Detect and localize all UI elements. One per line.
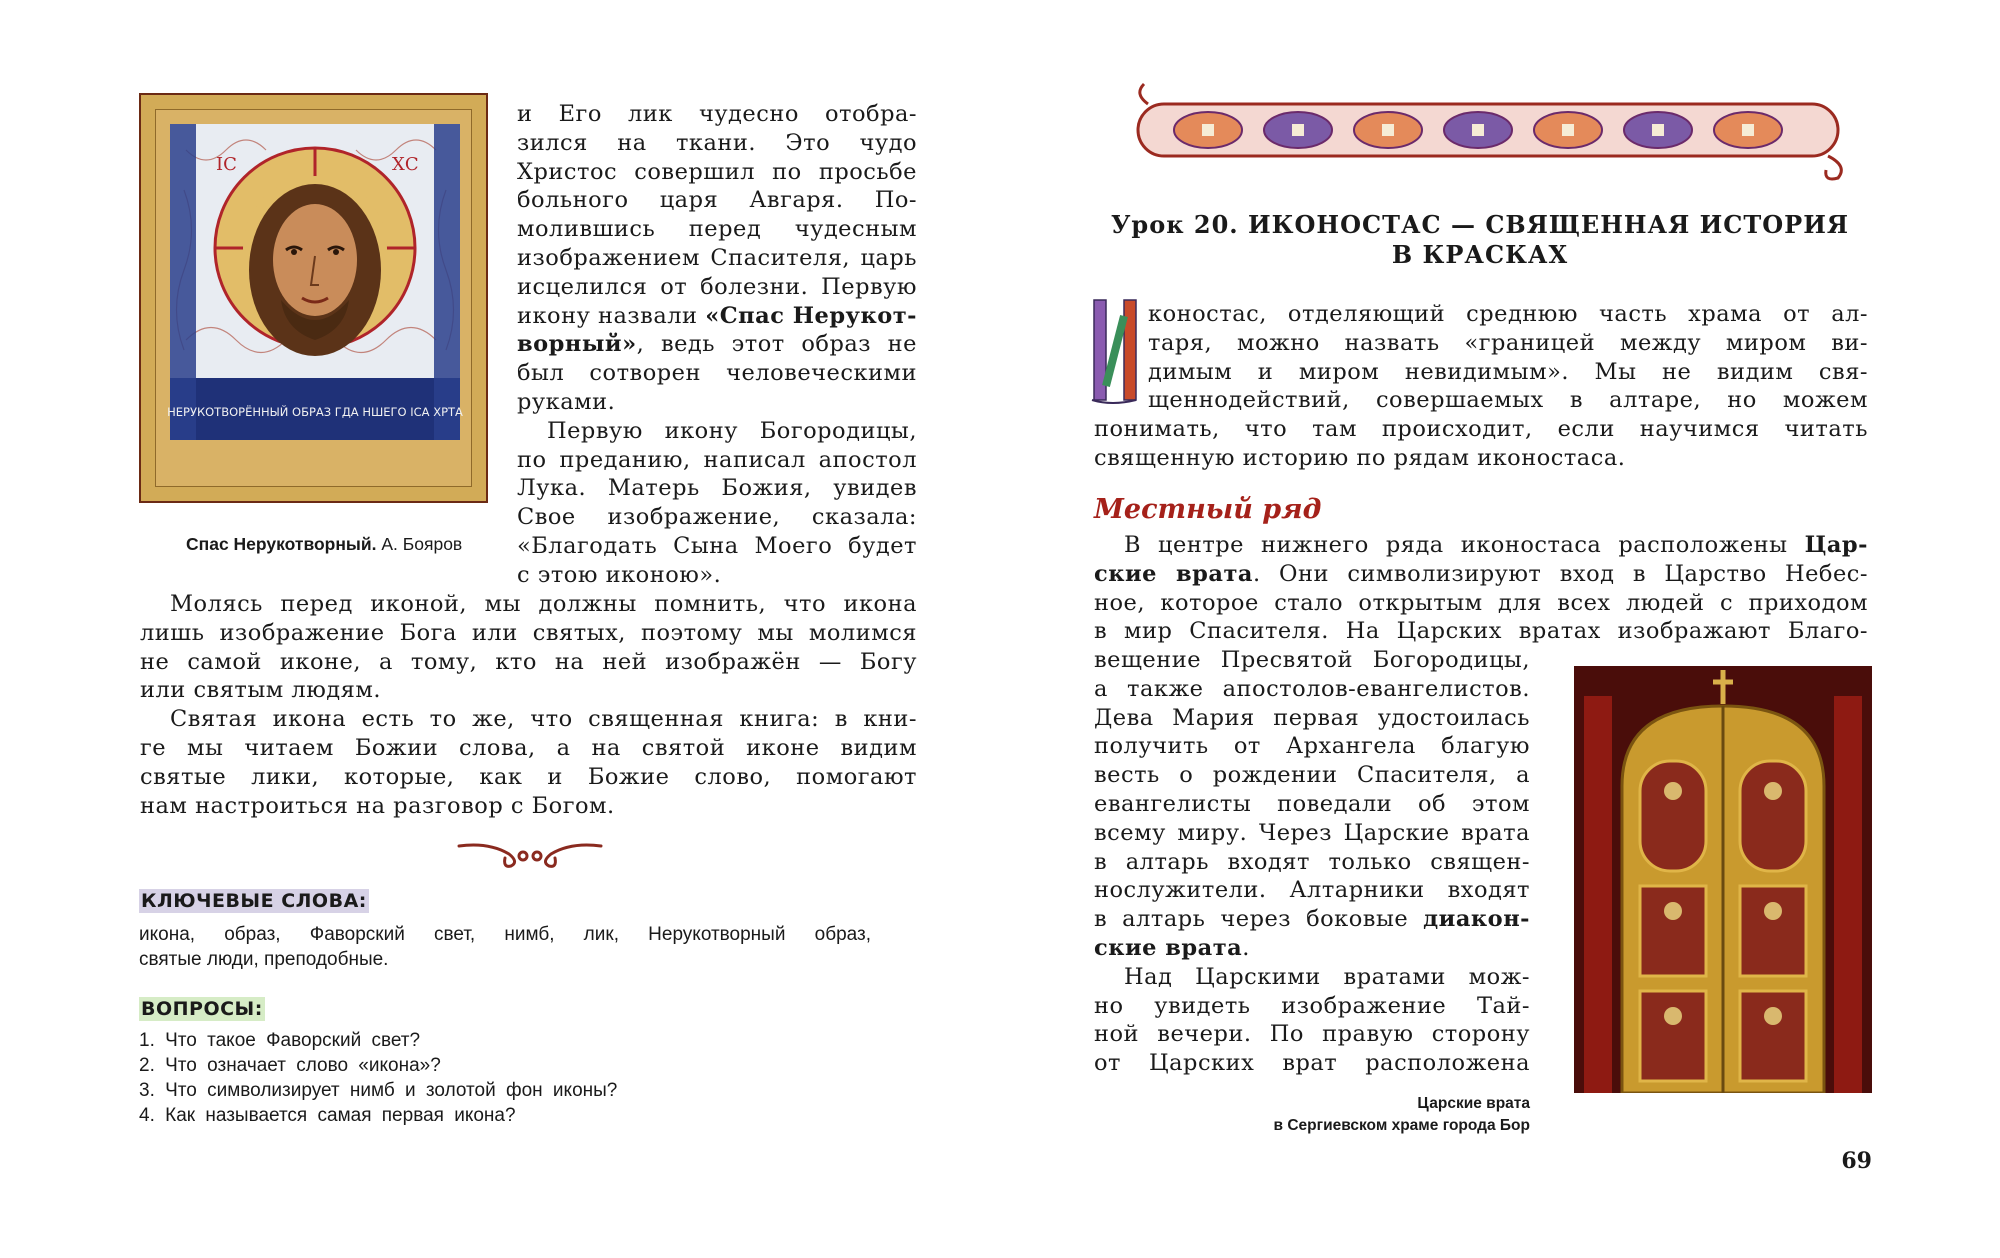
text-line: [517, 330, 917, 359]
paragraph-narrow: [1094, 646, 1530, 1078]
flourish-ornament-icon: [455, 838, 605, 870]
text-line: зился на ткани. Это чудо: [517, 129, 917, 156]
text-line: коностас, отделяющий среднюю часть храма от ал-: [1148, 301, 1868, 327]
bold-term: диакон-: [1423, 906, 1530, 933]
decorative-border-ornament-icon: [1128, 82, 1863, 182]
question-item: 3. Что символизирует нимб и золотой фон иконы?: [139, 1080, 618, 1101]
text-line: от Царских врат расположена: [1094, 1050, 1530, 1077]
text-span: В центре нижнего ряда иконостаса расположены: [1124, 532, 1788, 558]
text-line: Дева Мария первая удостоилась: [1094, 704, 1530, 731]
question-item: 2. Что означает слово «икона»?: [139, 1055, 441, 1076]
left-column-text: [517, 100, 917, 590]
text-line: весть о рождении Спасителя, а: [1094, 762, 1530, 789]
page-number: 69: [1841, 1148, 1872, 1174]
text-span: в алтарь через боковые: [1094, 906, 1409, 933]
icon-caption-title: Спас Нерукотворный.: [186, 534, 377, 554]
bold-term: «Спас Нерукот-: [705, 302, 917, 329]
text-line: [1094, 531, 1868, 560]
text-line: ной вечери. По правую сторону: [1094, 1021, 1530, 1048]
royal-doors-artwork: [1574, 666, 1872, 1093]
text-line: [1094, 905, 1530, 934]
icon-caption-author: А. Бояров: [381, 534, 463, 554]
icon-caption: [186, 534, 462, 555]
royal-doors-photo: [1574, 666, 1872, 1093]
text-line: щеннодействий, совершаемых в алтаре, но можем: [1148, 387, 1868, 414]
photo-caption-line-2: в Сергиевском храме города Бор: [1273, 1117, 1530, 1134]
questions-label: ВОПРОСЫ:: [141, 998, 263, 1020]
intro-text-indented: [1148, 300, 1868, 415]
text-line: был сотворен человеческими: [517, 360, 917, 387]
photo-caption-line-1: Царские врата: [1417, 1095, 1530, 1112]
keywords-label: КЛЮЧЕВЫЕ СЛОВА:: [141, 890, 367, 912]
question-item: 4. Как называется самая первая икона?: [139, 1105, 516, 1126]
text-line: димым и миром невидимым». Мы не видим свя-: [1148, 358, 1868, 385]
text-line: всему миру. Через Царские врата: [1094, 819, 1530, 846]
text-line: руками.: [517, 388, 616, 415]
text-line: [1094, 560, 1868, 589]
text-line: лишь изображение Бога или святых, поэтому мы молимся: [140, 619, 917, 646]
text-span: . Они символизируют вход в Царство Небес-: [1252, 560, 1868, 587]
text-line: Лука. Матерь Божия, увидев: [517, 475, 917, 502]
text-line: евангелисты поведали об этом: [1094, 790, 1530, 817]
drop-cap: [1090, 296, 1140, 406]
text-line: или святым людям.: [140, 677, 381, 704]
text-line: ге мы читаем Божии слова, а на святой иконе видим: [140, 734, 917, 761]
bold-term: ские врата: [1094, 560, 1253, 587]
bold-term: ские врата: [1094, 934, 1243, 961]
keywords-list: [139, 922, 871, 972]
text-line: святые лики, которые, как и Божие слово, помогают: [140, 763, 917, 790]
text-line: не самой иконе, а тому, кто на ней изображён — Богу: [140, 648, 917, 675]
text-line: вещение Пресвятой Богородицы,: [1094, 647, 1530, 673]
icon-spas-nerukotvorny-image: [139, 93, 488, 503]
question-item: 1. Что такое Фаворский свет?: [139, 1030, 421, 1051]
text-line: исцелился от болезни. Первую: [517, 273, 917, 300]
text-line: ное, которое стало открытым для всех людей с приходом: [1094, 589, 1868, 616]
drop-cap-ornament-icon: [1090, 296, 1140, 406]
text-line: а также апостолов-евангелистов.: [1094, 675, 1530, 702]
icon-monogram-left: ІС: [216, 154, 237, 175]
bold-term: Цар-: [1804, 532, 1868, 558]
photo-caption: [1190, 1093, 1530, 1137]
text-line: нам настроиться на разговор с Богом.: [140, 792, 615, 819]
text-line: нослужители. Алтарники входят: [1094, 877, 1530, 904]
text-line: [1094, 934, 1530, 963]
section-title: Местный ряд: [1094, 494, 1322, 525]
text-line: таря, можно назвать «границей между миром ви-: [1148, 329, 1868, 356]
text-line: Свое изображение, сказала:: [517, 504, 917, 531]
text-line: [517, 302, 917, 331]
text-line: с этою иконою».: [517, 561, 722, 588]
text-line: в мир Спасителя. На Царских вратах изображают Благо-: [1094, 618, 1868, 645]
keywords-heading: [139, 890, 369, 912]
questions-list: [139, 1028, 617, 1128]
icon-artwork: [156, 110, 473, 488]
text-span: икону назвали: [517, 302, 698, 329]
icon-monogram-right: ХС: [392, 154, 419, 175]
text-line: Первую икону Богородицы,: [547, 417, 917, 444]
paragraph-main: [1094, 531, 1868, 646]
text-line: в алтарь входят только священ-: [1094, 848, 1530, 875]
text-line: Молясь перед иконой, мы должны помнить, что икона: [170, 591, 917, 617]
keywords-line: икона, образ, Фаворский свет, нимб, лик, Нерукотворный образ,: [139, 924, 871, 945]
text-line: понимать, что там происходит, если научимся читать: [1094, 416, 1868, 442]
text-line: больного царя Авгаря. По-: [517, 187, 917, 214]
text-span: .: [1242, 934, 1250, 961]
lesson-title-line-2: В КРАСКАХ: [1391, 240, 1569, 269]
intro-text-full: [1094, 415, 1868, 473]
text-line: по преданию, написал апостол: [517, 446, 917, 473]
text-line: Над Царскими вратами мож-: [1124, 963, 1530, 990]
text-line: но увидеть изображение Тай-: [1094, 992, 1530, 1019]
bold-term: ворный»: [517, 331, 637, 358]
text-line: «Благодать Сына Моего будет: [517, 532, 917, 559]
text-line: священную историю по рядам иконостаса.: [1094, 444, 1626, 471]
lesson-title: [1090, 210, 1870, 270]
text-line: и Его лик чудесно отобра-: [517, 101, 917, 127]
keywords-line: святые люди, преподобные.: [139, 949, 389, 970]
text-line: молившись перед чудесным: [517, 216, 917, 243]
text-line: Христос совершил по просьбе: [517, 158, 917, 185]
questions-heading: [139, 998, 265, 1020]
text-span: , ведь этот образ не: [636, 331, 917, 358]
lesson-title-line-1: Урок 20. ИКОНОСТАС — СВЯЩЕННАЯ ИСТОРИЯ: [1110, 210, 1850, 239]
icon-inscription: НЕРУКОТВОРЁННЫЙ ОБРАЗ ГДА НШЕГО ІСА ХРТА: [167, 405, 463, 419]
text-line: Святая икона есть то же, что священная книга: в кни-: [170, 706, 917, 733]
text-line: изображением Спасителя, царь: [517, 244, 917, 271]
left-full-text: [140, 590, 917, 820]
text-line: получить от Архангела благую: [1094, 733, 1530, 760]
